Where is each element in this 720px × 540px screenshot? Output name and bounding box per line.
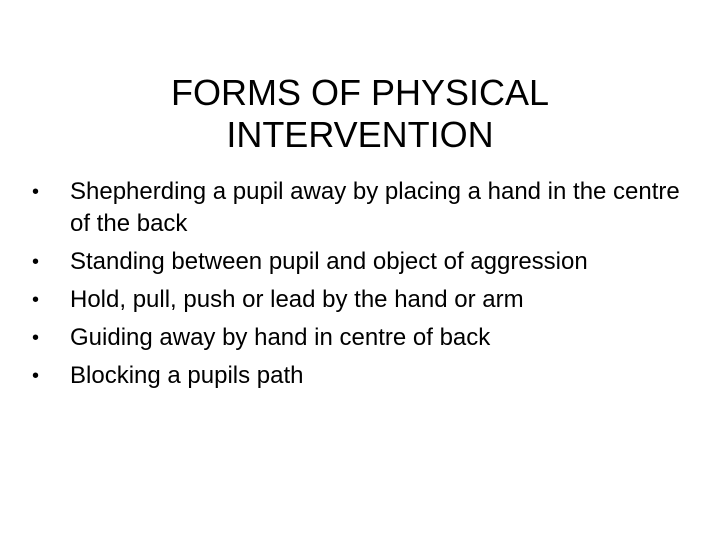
bullet-dot-icon: • <box>32 289 40 311</box>
slide-title-line-1: FORMS OF PHYSICAL <box>170 72 550 113</box>
slide-title-line-2: INTERVENTION <box>226 114 494 155</box>
bullet-text: Shepherding a pupil away by placing a hand in the centre of the back <box>70 178 680 237</box>
bullet-text: Guiding away by hand in centre of back <box>70 324 491 351</box>
bullet-text: Standing between pupil and object of aggression <box>70 248 588 275</box>
bullet-text: Blocking a pupils path <box>70 362 304 389</box>
bullet-item-shepherding <box>30 176 690 240</box>
bullet-dot-icon: • <box>32 365 40 387</box>
bullet-text: Hold, pull, push or lead by the hand or arm <box>70 286 524 313</box>
bullet-dot-icon: • <box>32 251 40 273</box>
bullet-item-guiding-away <box>30 322 690 354</box>
bullet-item-hold-pull-push <box>30 284 690 316</box>
bullet-list <box>30 176 690 398</box>
bullet-dot-icon: • <box>32 181 40 203</box>
slide-title <box>60 72 660 156</box>
bullet-item-blocking-path <box>30 360 690 392</box>
bullet-dot-icon: • <box>32 327 40 349</box>
bullet-item-standing-between <box>30 246 690 278</box>
